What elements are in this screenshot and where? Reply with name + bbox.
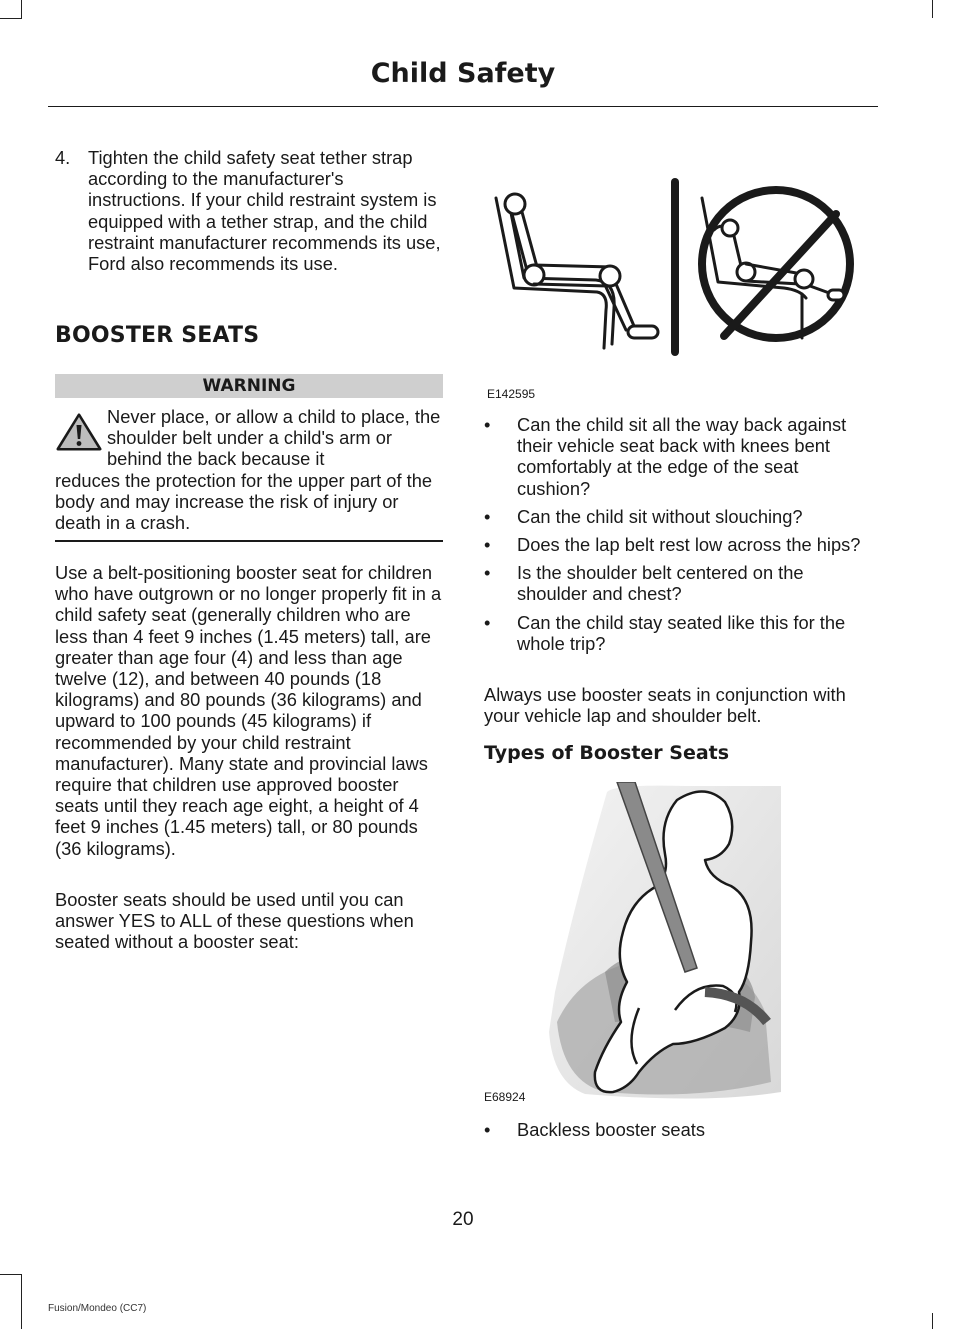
bullet: • [484, 534, 491, 556]
crop-mark [0, 18, 22, 19]
bullet: • [484, 505, 491, 527]
warning-text-rest: reduces the protection for the upper part of the body and may increase the risk of injury or death in a crash. [55, 469, 433, 534]
booster-description: Use a belt-positioning booster seat for children who have outgrown or no longer properly fit in a child safety seat (generally children who are less than 4 feet 9 inches (1.45 meters) tall, are greater than age four (4) and less than age twelve (12), and between 40 pounds (18 kilograms) and 80 pounds (36 kilograms) and upward to 100 pounds (45 kilograms) if recommended by your child restraint manufacturer). Many state and provincial laws require that children use approved booster seats until they reach age eight, a height of 4 feet 9 inches (1.45 meters) tall, or 80 pounds (36 kilograms). [55, 562, 442, 859]
step-text: Tighten the child safety seat tether strap according to the manufacturer's instructions. If your child restraint system is equipped with a tether strap, and the child restraint manufacturer recommends its use, Ford also recommends its use. [88, 147, 441, 275]
step-number: 4. [55, 147, 71, 168]
bullet: • [484, 611, 491, 633]
figure-label: E142595 [487, 387, 536, 401]
bullet: • [484, 1119, 491, 1140]
crop-mark [932, 0, 933, 18]
step-4 [55, 147, 445, 274]
page-title: Child Safety [370, 58, 556, 89]
list-item: • Can the child stay seated like this for the whole trip? [484, 611, 846, 654]
page-number: 20 [452, 1209, 474, 1230]
section-heading-types: Types of Booster Seats [484, 742, 730, 764]
list-item: • Can the child sit all the way back against their vehicle seat back with knees bent comfortably at the edge of the seat cushion? [484, 414, 847, 499]
warning-text-lead: Never place, or allow a child to place, the shoulder belt under a child's arm or behind the back because it [107, 406, 441, 470]
booster-type-list [484, 1119, 876, 1147]
bullet: • [484, 414, 491, 435]
list-item: • Backless booster seats [484, 1119, 705, 1140]
question-list [484, 414, 876, 661]
correct-posture-figure [496, 194, 658, 348]
warning-text [55, 406, 445, 533]
incorrect-posture-figure [702, 190, 850, 338]
crop-mark [21, 1274, 22, 1329]
backless-booster-illustration [545, 782, 781, 1102]
booster-usage-note: Always use booster seats in conjunction with your vehicle lap and shoulder belt. [484, 684, 846, 727]
seat-posture-illustration [484, 170, 874, 360]
list-item: • Does the lap belt rest low across the hips? [484, 534, 861, 556]
bullet: • [484, 562, 491, 584]
booster-questions-intro: Booster seats should be used until you can answer YES to ALL of these questions when seated without a booster seat: [55, 889, 414, 953]
header-divider [48, 106, 878, 107]
crop-mark [932, 1313, 933, 1329]
list-item: • Can the child sit without slouching? [484, 505, 803, 527]
crop-mark [0, 1274, 22, 1275]
footer-model: Fusion/Mondeo (CC7) [48, 1303, 147, 1314]
section-heading-booster-seats: BOOSTER SEATS [55, 323, 260, 348]
crop-mark [21, 0, 22, 18]
warning-divider [55, 540, 443, 542]
figure-label: E68924 [484, 1090, 526, 1104]
list-item: • Is the shoulder belt centered on the shoulder and chest? [484, 562, 804, 605]
warning-title: WARNING [55, 374, 443, 398]
